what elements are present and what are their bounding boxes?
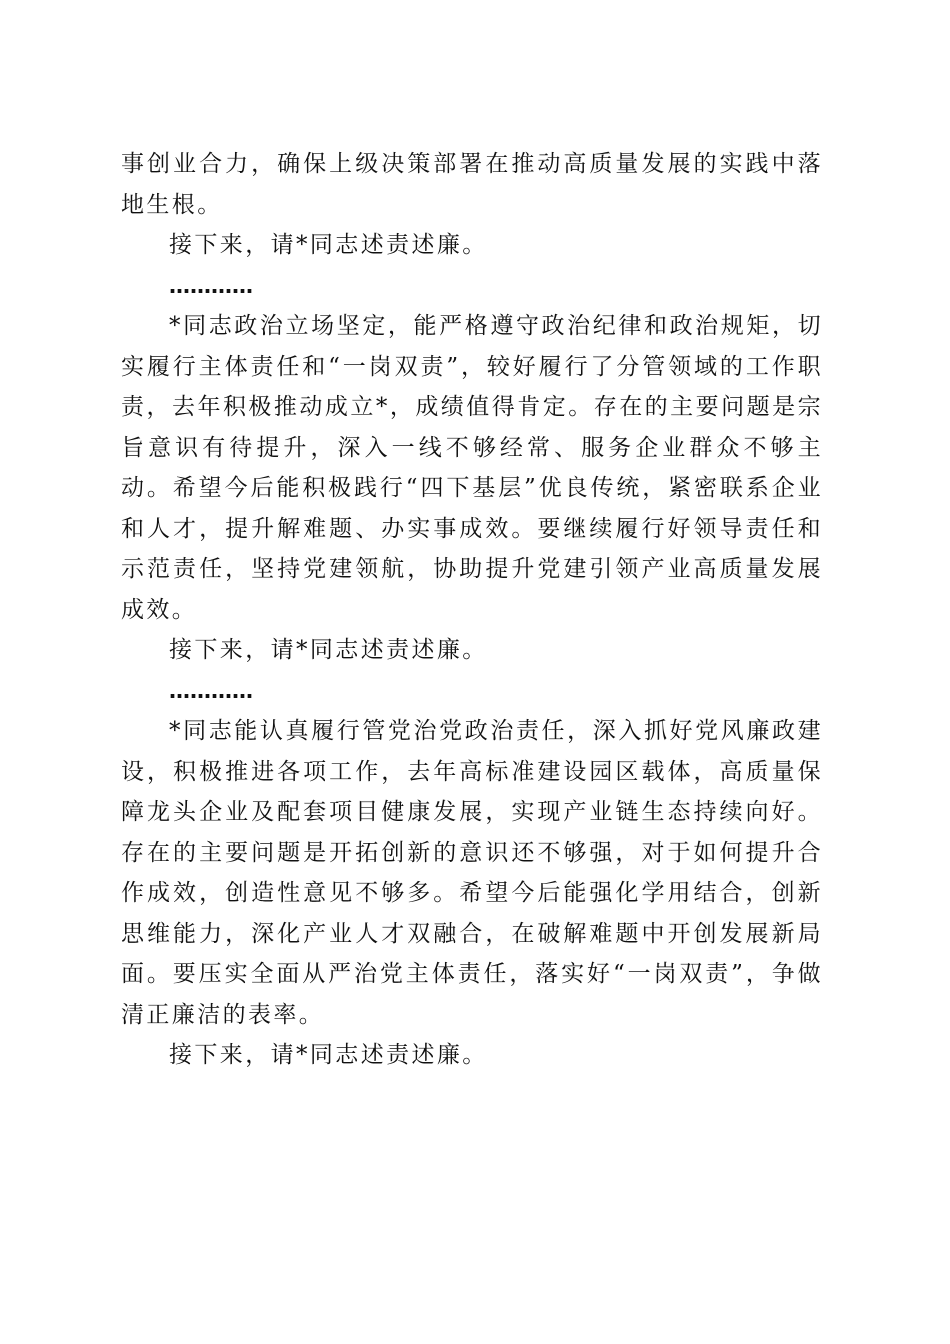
paragraph-evaluation: *同志能认真履行管党治党政治责任，深入抓好党风廉政建设，积极推进各项工作，去年高标准建设园区载体，高质量保障龙头企业及配套项目健康发展，实现产业链生态持续向好。存在的主要问题是开拓创新的意识还不够强，对于如何提升合作成效，创造性意见不够多。希望今后能强化学用结合，创新思维能力，深化产业人才双融合，在破解难题中开创发展新局面。要压实全面从严治党主体责任，落实好“一岗双责”，争做清正廉洁的表率。 — [121, 718, 823, 1028]
paragraph-next-speaker: 接下来，请*同志述责述廉。 — [169, 232, 488, 258]
document-body — [121, 144, 823, 1076]
paragraph-continuation: 事创业合力，确保上级决策部署在推动高质量发展的实践中落地生根。 — [121, 151, 823, 218]
paragraph-next-speaker: 接下来，请*同志述责述廉。 — [169, 637, 488, 663]
ellipsis-separator: ………… — [169, 273, 253, 298]
ellipsis-separator: ………… — [169, 678, 253, 703]
paragraph-next-speaker: 接下来，请*同志述责述廉。 — [169, 1042, 488, 1068]
paragraph-evaluation: *同志政治立场坚定，能严格遵守政治纪律和政治规矩，切实履行主体责任和“一岗双责”，较好履行了分管领域的工作职责，去年积极推动成立*，成绩值得肯定。存在的主要问题是宗旨意识有待提升，深入一线不够经常、服务企业群众不够主动。希望今后能积极践行“四下基层”优良传统，紧密联系企业和人才，提升解难题、办实事成效。要继续履行好领导责任和示范责任，坚持党建领航，协助提升党建引领产业高质量发展成效。 — [121, 313, 823, 623]
